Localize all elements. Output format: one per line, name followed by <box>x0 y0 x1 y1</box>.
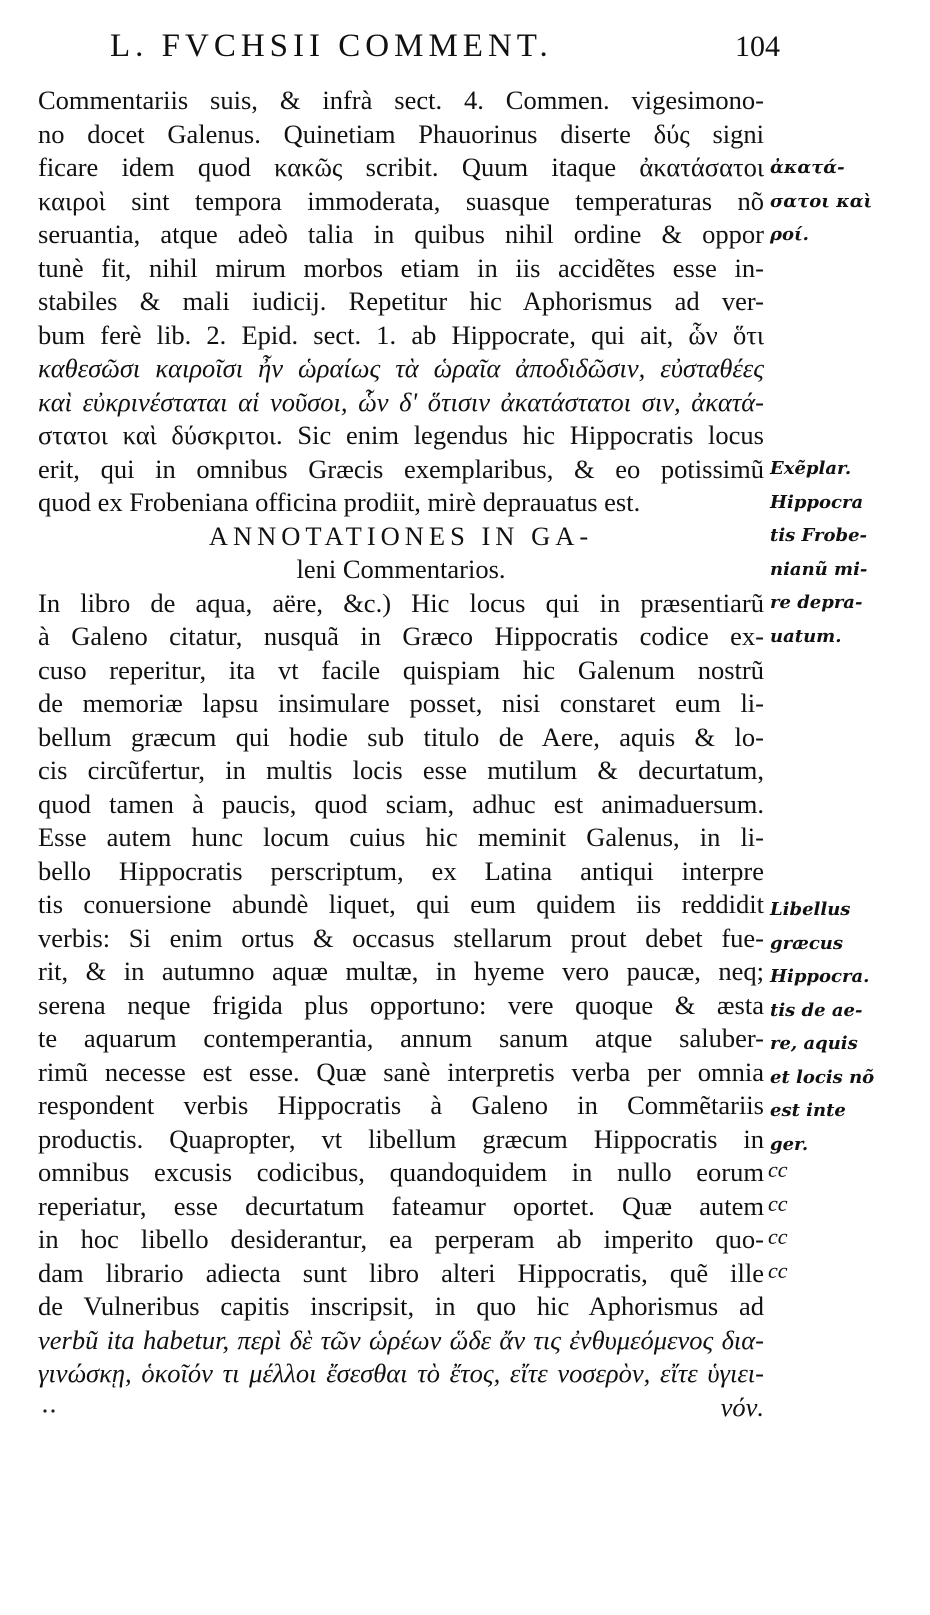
margin-note-line: Hippocra. <box>770 966 870 987</box>
text-line: quod tamen à paucis, quod sciam, adhuc est animaduersum. <box>38 788 764 819</box>
text-line: tis conuersione abundè liquet, qui eum quidem iis reddidit <box>38 889 764 919</box>
margin-note-line: tis Frobe- <box>770 525 868 546</box>
margin-note-line: ροί. <box>770 224 809 245</box>
greek-text-line: γινώσκῃ, ὁκοῖόν τι μέλλοι ἔσεσθαι τὸ ἔτος, εἴτε νοσερὸν, εἴτε ὑγιει- <box>38 1358 764 1388</box>
margin-note-line: σατοι καὶ <box>770 190 873 212</box>
text-line: à Galeno citatur, nusquã in Græco Hippocratis codice ex- <box>38 621 764 651</box>
margin-note-akatastatoi <box>770 151 873 252</box>
text-line: seruantia, atque adeò talia in quibus nihil ordine & oppor <box>38 219 764 249</box>
margin-note-exemplar <box>770 452 870 653</box>
text-line: de memoriæ lapsu insimulare posset, nisi constaret eum li- <box>38 688 764 718</box>
text-line: bello Hippocratis perscriptum, ex Latina antiqui interpre <box>38 855 764 886</box>
text-line: dam librario adiecta sunt libro alteri Hippocratis, quẽ ille <box>38 1257 764 1288</box>
text-line: In libro de aqua, aëre, &c.) Hic locus qui in præsentiarũ <box>38 587 764 618</box>
text-line: Commentariis suis, & infrà sect. 4. Commen. vigesimono- <box>38 85 764 115</box>
margin-note-line: tis de ae- <box>770 999 863 1021</box>
quotation-mark: cc <box>768 1257 788 1283</box>
text-line: productis. Quapropter, vt libellum græcum Hippocratis in <box>38 1123 764 1154</box>
margin-note-line: Libellus <box>770 899 851 920</box>
text-line: erit, qui in omnibus Græcis exemplaribus, & eo potissimũ <box>38 453 764 484</box>
text-line: verbis: Si enim ortus & occasus stellarum prout debet fue- <box>38 922 764 953</box>
text-line: rimũ necesse est esse. Quæ sanè interpretis verba per omnia <box>38 1056 764 1087</box>
page-header <box>40 28 780 78</box>
margin-note-line: ger. <box>770 1133 809 1155</box>
text-line: cis circũfertur, in multis locis esse mutilum & decurtatum, <box>38 755 764 785</box>
text-line: omnibus excusis codicibus, quandoquidem in nullo eorum <box>38 1157 764 1187</box>
margin-note-line: Exẽplar. <box>770 458 852 479</box>
quotation-mark: cc <box>768 1224 788 1249</box>
text-line: bellum græcum qui hodie sub titulo de Aere, aquis & lo- <box>38 721 764 752</box>
text-line: in hoc libello desiderantur, ea perperam ab imperito quo- <box>38 1224 764 1254</box>
printer-dots-ornament <box>40 1400 70 1421</box>
section-heading: ANNOTATIONES IN GA- <box>208 520 594 551</box>
dots-ornament-icon <box>40 1406 70 1416</box>
page-number: 104 <box>735 30 780 63</box>
text-line: cuso reperitur, ita vt facile quispiam hic Galenum nostrũ <box>38 654 764 685</box>
main-text-block <box>38 84 764 1424</box>
text-line: tunè fit, nihil mirum morbos etiam in iis accidẽtes esse in- <box>38 252 764 283</box>
margin-note-line: re depra- <box>770 592 863 613</box>
greek-text-line: νόν. <box>720 1391 764 1422</box>
text-line: καιροὶ sint tempora immoderata, suasque temperaturas nõ <box>38 185 764 216</box>
text-line: quod ex Frobeniana officina prodiit, mirè deprauatus est. <box>38 487 641 517</box>
greek-text-line: verbũ ita habetur, περὶ δὲ τῶν ὡρέων ὥδε ἄν τις ἐνθυμεόμενος δια- <box>38 1324 764 1355</box>
text-line: Esse autem hunc locum cuius hic meminit Galenus, in li- <box>38 822 764 852</box>
margin-note-line: nianũ mi- <box>770 558 868 580</box>
text-line: rit, & in autumno aquæ multæ, in hyeme vero paucæ, neq; <box>38 956 764 986</box>
quotation-mark: cc <box>768 1157 788 1182</box>
quotation-marks <box>768 1153 808 1287</box>
greek-text-line: καὶ εὐκρινέσταται αἱ νοῦσοι, ὧν δ' ὅτισιν ἀκατάστατοι σιν, ἀκατά- <box>38 386 764 417</box>
text-line: te aquarum contemperantia, annum sanum atque saluber- <box>38 1023 764 1053</box>
margin-note-libellus <box>770 893 875 1161</box>
text-line: no docet Galenus. Quinetiam Phauorinus diserte δύς signi <box>38 118 764 149</box>
text-line: reperiatur, esse decurtatum fateamur oportet. Quæ autem <box>38 1190 764 1221</box>
margin-note-line: ἀκατά- <box>770 157 845 178</box>
text-line: de Vulneribus capitis inscripsit, in quo hic Aphorismus ad <box>38 1291 764 1321</box>
running-title: L. FVCHSII COMMENT. <box>110 28 553 64</box>
text-line: bum ferè lib. 2. Epid. sect. 1. ab Hippocrate, qui ait, ὧν ὅτι <box>38 319 764 350</box>
margin-note-line: est inte <box>770 1100 846 1121</box>
quotation-mark: cc <box>768 1190 788 1216</box>
margin-note-line: Hippocra <box>770 491 864 513</box>
text-line: στατοι καὶ δύσκριτοι. Sic enim legendus hic Hippocratis locus <box>38 420 764 450</box>
margin-note-line: et locis nõ <box>770 1066 875 1088</box>
margin-note-line: græcus <box>770 932 844 954</box>
text-line: stabiles & mali iudicij. Repetitur hic Aphorismus ad ver- <box>38 286 764 316</box>
margin-note-line: uatum. <box>770 625 842 647</box>
greek-text-line: καθεσῶσι καιροῖσι ἦν ὡραίως τὰ ὡραῖα ἀποδιδῶσιν, εὐσταθέες <box>38 353 764 383</box>
section-subheading: leni Commentarios. <box>296 554 506 584</box>
text-line: ficare idem quod κακῶς scribit. Quum itaque ἀκατάσατοι <box>38 152 764 182</box>
margin-note-line: re, aquis <box>770 1033 858 1054</box>
text-line: serena neque frigida plus opportuno: vere quoque & æsta <box>38 989 764 1020</box>
text-line: respondent verbis Hippocratis à Galeno in Commẽtariis <box>38 1090 764 1120</box>
